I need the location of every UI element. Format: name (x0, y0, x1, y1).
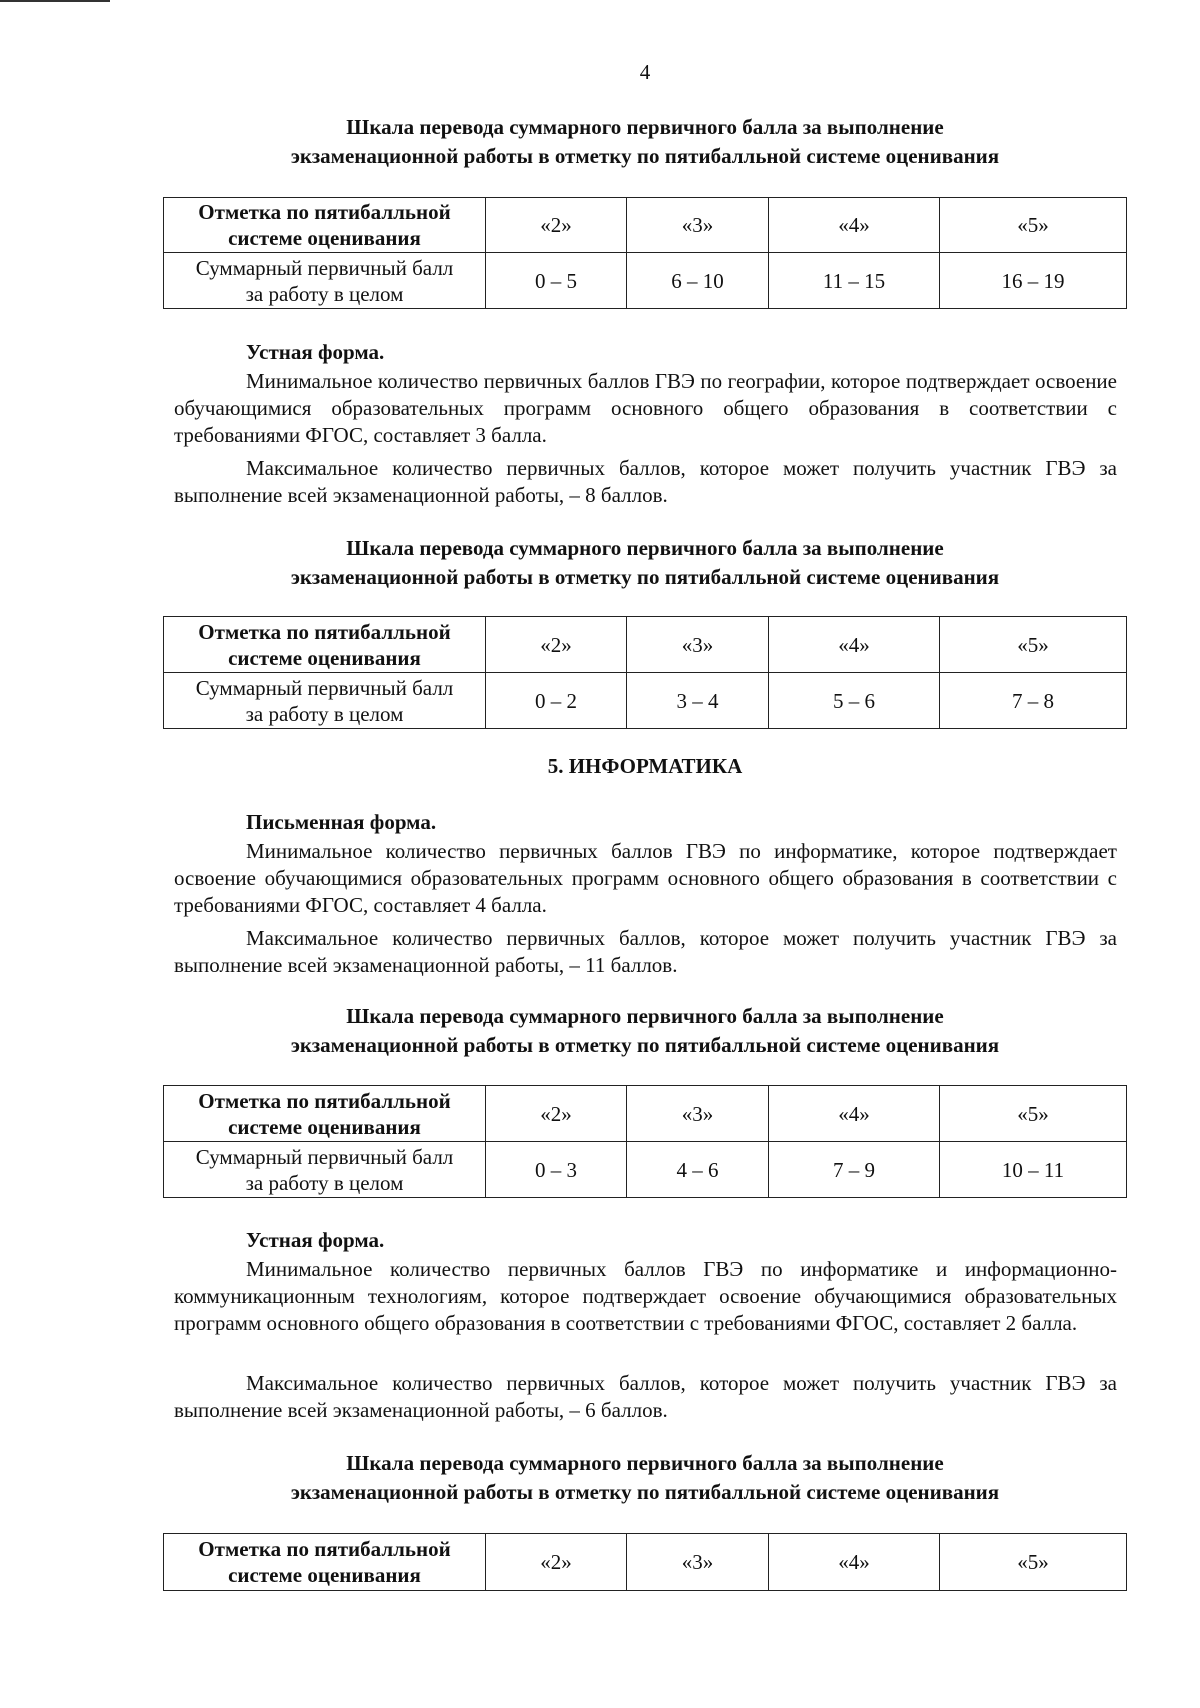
grade-row (164, 617, 1127, 673)
score-cell: 4 – 6 (627, 1142, 769, 1198)
grade-table (163, 197, 1127, 309)
grade-row (164, 1534, 1127, 1591)
grade-cell: «3» (627, 1534, 769, 1591)
score-cell: 10 – 11 (940, 1142, 1127, 1198)
page-number: 4 (639, 60, 651, 84)
form-heading-oral: Устная форма. (246, 1228, 385, 1252)
grade-row-label: Отметка по пятибалльной системе оценивания (164, 1086, 486, 1142)
grade-row-label: Отметка по пятибалльной системе оценивания (164, 617, 486, 673)
section-title: 5. ИНФОРМАТИКА (547, 754, 743, 778)
score-cell: 0 – 5 (486, 253, 627, 309)
scale-title-line2: экзаменационной работы в отметку по пятибалльной системе оценивания (290, 144, 1000, 168)
scan-corner-mark (0, 0, 110, 5)
scale-title: Шкала перевода суммарного первичного балла за выполнение экзаменационной работы в отметку по пятибалльной системе оценивания (290, 1451, 1000, 1504)
grade-row (164, 1086, 1127, 1142)
paragraph-min-score: Минимальное количество первичных баллов ГВЭ по географии, которое подтверждает освоение обучающимися образовательных программ основного общего образования в соответствии с требованиями ФГОС, составляет 3 балла. (174, 369, 1117, 447)
score-cell: 0 – 3 (486, 1142, 627, 1198)
grade-cell: «2» (486, 617, 627, 673)
grade-cell: «5» (940, 1534, 1127, 1591)
grade-row-label: Отметка по пятибалльной системе оценивания (164, 1534, 486, 1591)
score-row-label: Суммарный первичный балл за работу в целом (164, 673, 486, 729)
grade-cell: «3» (627, 1086, 769, 1142)
form-heading-written: Письменная форма. (246, 810, 437, 834)
scale-title (160, 113, 1130, 171)
paragraph-min-score: Минимальное количество первичных баллов ГВЭ по информатике и информационно-коммуникационным технологиям, которое подтверждает освоение обучающимися образовательных программ основного общего образования в соответствии с требованиями ФГОС, составляет 2 балла. (174, 1257, 1117, 1335)
score-row (164, 253, 1127, 309)
score-cell: 3 – 4 (627, 673, 769, 729)
grade-cell: «5» (940, 1086, 1127, 1142)
score-row (164, 673, 1127, 729)
grade-cell: «5» (940, 617, 1127, 673)
score-row-label: Суммарный первичный балл за работу в целом (164, 1142, 486, 1198)
grade-row (164, 198, 1127, 253)
grade-row-label: Отметка по пятибалльной системе оценивания (164, 198, 486, 253)
score-cell: 7 – 8 (940, 673, 1127, 729)
score-row (164, 1142, 1127, 1198)
grade-cell: «5» (940, 198, 1127, 253)
grade-table (163, 616, 1127, 729)
grade-cell: «2» (486, 198, 627, 253)
score-cell: 16 – 19 (940, 253, 1127, 309)
score-cell: 6 – 10 (627, 253, 769, 309)
grade-cell: «4» (769, 617, 940, 673)
score-row-label: Суммарный первичный балл за работу в целом (164, 253, 486, 309)
grade-cell: «2» (486, 1534, 627, 1591)
scale-title: Шкала перевода суммарного первичного балла за выполнение экзаменационной работы в отметку по пятибалльной системе оценивания (290, 536, 1000, 589)
paragraph-min-score: Минимальное количество первичных баллов ГВЭ по информатике, которое подтверждает освоение обучающимися образовательных программ основного общего образования в соответствии с требованиями ФГОС, составляет 4 балла. (174, 839, 1117, 917)
grade-cell: «4» (769, 1086, 940, 1142)
paragraph-max-score: Максимальное количество первичных баллов, которое может получить участник ГВЭ за выполнение всей экзаменационной работы, – 11 баллов. (174, 926, 1117, 977)
score-cell: 5 – 6 (769, 673, 940, 729)
score-cell: 11 – 15 (769, 253, 940, 309)
grade-cell: «4» (769, 1534, 940, 1591)
paragraph-max-score: Максимальное количество первичных баллов, которое может получить участник ГВЭ за выполнение всей экзаменационной работы, – 8 баллов. (174, 456, 1117, 507)
scale-title-line1: Шкала перевода суммарного первичного балла за выполнение (346, 115, 944, 139)
grade-cell: «3» (627, 198, 769, 253)
paragraph-max-score: Максимальное количество первичных баллов, которое может получить участник ГВЭ за выполнение всей экзаменационной работы, – 6 баллов. (174, 1371, 1117, 1422)
grade-cell: «2» (486, 1086, 627, 1142)
grade-cell: «4» (769, 198, 940, 253)
score-cell: 0 – 2 (486, 673, 627, 729)
grade-table (163, 1533, 1127, 1591)
grade-cell: «3» (627, 617, 769, 673)
form-heading-oral: Устная форма. (246, 340, 385, 364)
scale-title: Шкала перевода суммарного первичного балла за выполнение экзаменационной работы в отметку по пятибалльной системе оценивания (290, 1004, 1000, 1057)
score-cell: 7 – 9 (769, 1142, 940, 1198)
grade-table (163, 1085, 1127, 1198)
